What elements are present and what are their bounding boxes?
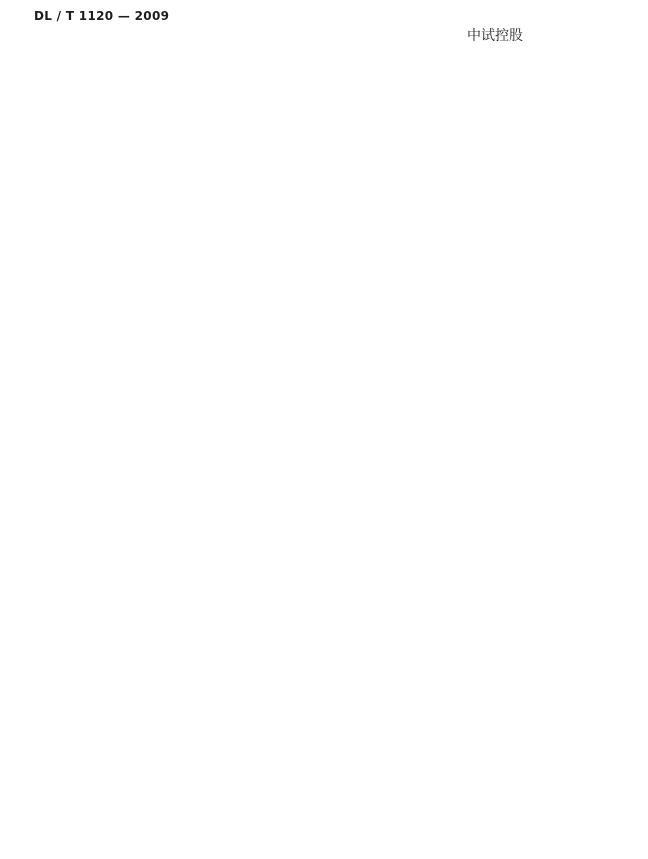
watermark-stamp: 中试控股: [467, 28, 523, 44]
standard-number: DL / T 1120 — 2009: [34, 9, 170, 23]
